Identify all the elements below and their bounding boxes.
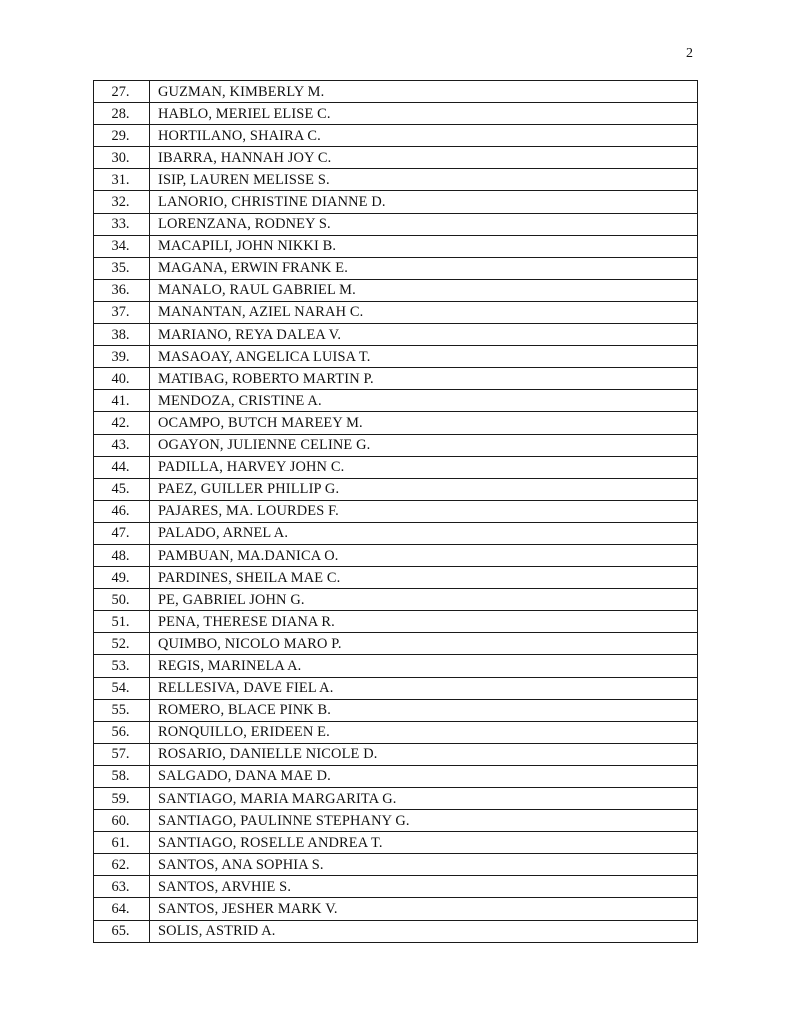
table-row xyxy=(94,257,698,279)
student-name: HORTILANO, SHAIRA C. xyxy=(150,125,698,147)
table-row xyxy=(94,500,698,522)
student-name: SANTIAGO, ROSELLE ANDREA T. xyxy=(150,832,698,854)
table-row xyxy=(94,633,698,655)
student-name: GUZMAN, KIMBERLY M. xyxy=(150,81,698,103)
row-number: 61. xyxy=(94,832,150,854)
student-name: HABLO, MERIEL ELISE C. xyxy=(150,103,698,125)
table-row xyxy=(94,324,698,346)
table-row xyxy=(94,103,698,125)
table-row xyxy=(94,743,698,765)
student-name: MENDOZA, CRISTINE A. xyxy=(150,390,698,412)
row-number: 40. xyxy=(94,368,150,390)
student-name: OCAMPO, BUTCH MAREEY M. xyxy=(150,412,698,434)
row-number: 50. xyxy=(94,589,150,611)
student-name: LANORIO, CHRISTINE DIANNE D. xyxy=(150,191,698,213)
row-number: 45. xyxy=(94,478,150,500)
table-row xyxy=(94,213,698,235)
student-name: MACAPILI, JOHN NIKKI B. xyxy=(150,235,698,257)
student-name: SALGADO, DANA MAE D. xyxy=(150,765,698,787)
student-name: SANTOS, JESHER MARK V. xyxy=(150,898,698,920)
row-number: 64. xyxy=(94,898,150,920)
student-name: MATIBAG, ROBERTO MARTIN P. xyxy=(150,368,698,390)
table-row xyxy=(94,412,698,434)
row-number: 54. xyxy=(94,677,150,699)
row-number: 30. xyxy=(94,147,150,169)
row-number: 41. xyxy=(94,390,150,412)
table-row xyxy=(94,898,698,920)
row-number: 65. xyxy=(94,920,150,942)
table-row xyxy=(94,920,698,942)
table-row xyxy=(94,169,698,191)
student-name: PAJARES, MA. LOURDES F. xyxy=(150,500,698,522)
row-number: 44. xyxy=(94,456,150,478)
student-name: MANANTAN, AZIEL NARAH C. xyxy=(150,301,698,323)
row-number: 63. xyxy=(94,876,150,898)
row-number: 47. xyxy=(94,522,150,544)
row-number: 55. xyxy=(94,699,150,721)
table-row xyxy=(94,677,698,699)
student-name: LORENZANA, RODNEY S. xyxy=(150,213,698,235)
row-number: 62. xyxy=(94,854,150,876)
student-name: PE, GABRIEL JOHN G. xyxy=(150,589,698,611)
row-number: 43. xyxy=(94,434,150,456)
table-row xyxy=(94,434,698,456)
student-name: PADILLA, HARVEY JOHN C. xyxy=(150,456,698,478)
table-row xyxy=(94,611,698,633)
table-row xyxy=(94,788,698,810)
student-name: ROMERO, BLACE PINK B. xyxy=(150,699,698,721)
student-name: REGIS, MARINELA A. xyxy=(150,655,698,677)
student-name: PAMBUAN, MA.DANICA O. xyxy=(150,544,698,566)
table-row xyxy=(94,279,698,301)
row-number: 32. xyxy=(94,191,150,213)
table-row xyxy=(94,368,698,390)
table-row xyxy=(94,699,698,721)
student-name: SOLIS, ASTRID A. xyxy=(150,920,698,942)
student-name: SANTOS, ARVHIE S. xyxy=(150,876,698,898)
row-number: 27. xyxy=(94,81,150,103)
student-name: IBARRA, HANNAH JOY C. xyxy=(150,147,698,169)
student-name: SANTIAGO, MARIA MARGARITA G. xyxy=(150,788,698,810)
table-row xyxy=(94,876,698,898)
table-row xyxy=(94,390,698,412)
table-row xyxy=(94,544,698,566)
page-number: 2 xyxy=(686,46,693,61)
row-number: 51. xyxy=(94,611,150,633)
table-row xyxy=(94,191,698,213)
student-name: RELLESIVA, DAVE FIEL A. xyxy=(150,677,698,699)
student-name: PALADO, ARNEL A. xyxy=(150,522,698,544)
table-row xyxy=(94,522,698,544)
row-number: 46. xyxy=(94,500,150,522)
row-number: 28. xyxy=(94,103,150,125)
student-name: ISIP, LAUREN MELISSE S. xyxy=(150,169,698,191)
table-row xyxy=(94,765,698,787)
table-row xyxy=(94,81,698,103)
row-number: 60. xyxy=(94,810,150,832)
row-number: 49. xyxy=(94,567,150,589)
student-name: MARIANO, REYA DALEA V. xyxy=(150,324,698,346)
row-number: 59. xyxy=(94,788,150,810)
table-row xyxy=(94,721,698,743)
student-name: PARDINES, SHEILA MAE C. xyxy=(150,567,698,589)
student-name: PENA, THERESE DIANA R. xyxy=(150,611,698,633)
row-number: 57. xyxy=(94,743,150,765)
roster-table-body xyxy=(94,81,698,943)
table-row xyxy=(94,854,698,876)
table-row xyxy=(94,346,698,368)
student-name: MASAOAY, ANGELICA LUISA T. xyxy=(150,346,698,368)
row-number: 36. xyxy=(94,279,150,301)
student-name: SANTOS, ANA SOPHIA S. xyxy=(150,854,698,876)
row-number: 58. xyxy=(94,765,150,787)
row-number: 39. xyxy=(94,346,150,368)
row-number: 31. xyxy=(94,169,150,191)
student-name: RONQUILLO, ERIDEEN E. xyxy=(150,721,698,743)
student-name: QUIMBO, NICOLO MARO P. xyxy=(150,633,698,655)
student-name: OGAYON, JULIENNE CELINE G. xyxy=(150,434,698,456)
table-row xyxy=(94,301,698,323)
table-row xyxy=(94,147,698,169)
table-row xyxy=(94,832,698,854)
row-number: 38. xyxy=(94,324,150,346)
row-number: 37. xyxy=(94,301,150,323)
table-row xyxy=(94,235,698,257)
row-number: 42. xyxy=(94,412,150,434)
table-row xyxy=(94,478,698,500)
row-number: 35. xyxy=(94,257,150,279)
table-row xyxy=(94,125,698,147)
roster-table xyxy=(93,80,698,943)
row-number: 33. xyxy=(94,213,150,235)
table-row xyxy=(94,456,698,478)
student-name: ROSARIO, DANIELLE NICOLE D. xyxy=(150,743,698,765)
student-name: MANALO, RAUL GABRIEL M. xyxy=(150,279,698,301)
row-number: 56. xyxy=(94,721,150,743)
row-number: 48. xyxy=(94,544,150,566)
student-name: PAEZ, GUILLER PHILLIP G. xyxy=(150,478,698,500)
student-name: SANTIAGO, PAULINNE STEPHANY G. xyxy=(150,810,698,832)
table-row xyxy=(94,655,698,677)
row-number: 52. xyxy=(94,633,150,655)
row-number: 34. xyxy=(94,235,150,257)
student-name: MAGANA, ERWIN FRANK E. xyxy=(150,257,698,279)
row-number: 29. xyxy=(94,125,150,147)
table-row xyxy=(94,589,698,611)
table-row xyxy=(94,810,698,832)
row-number: 53. xyxy=(94,655,150,677)
table-row xyxy=(94,567,698,589)
